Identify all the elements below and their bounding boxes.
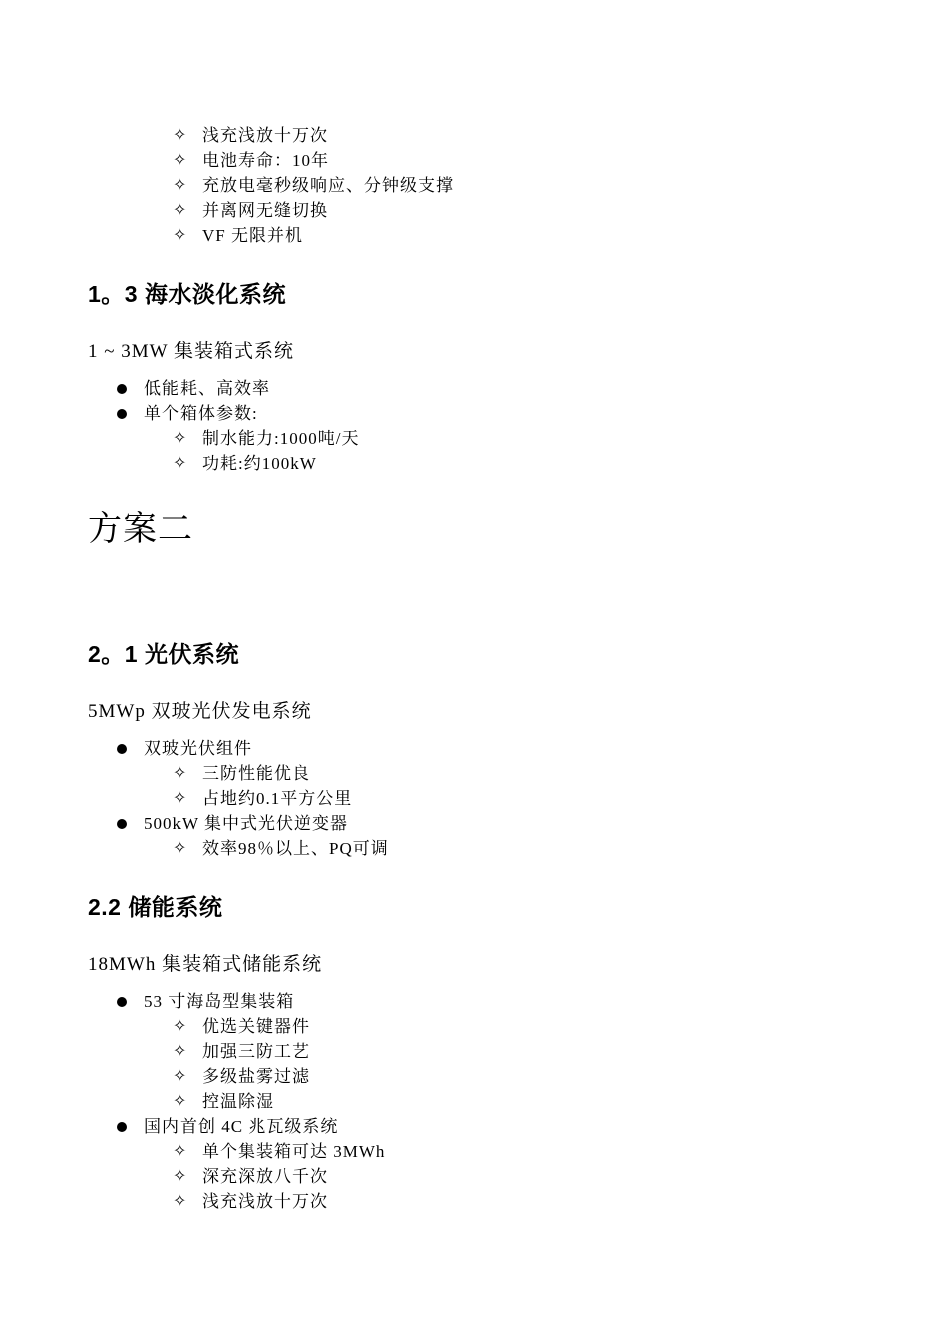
diamond-bullet-icon: ✧ bbox=[173, 838, 187, 857]
diamond-bullet-icon: ✧ bbox=[173, 428, 187, 447]
section-heading: 2.2 储能系统 bbox=[88, 894, 223, 920]
section-heading: 2。1 光伏系统 bbox=[88, 641, 239, 667]
diamond-bullet-icon: ✧ bbox=[173, 1016, 187, 1035]
bullet-item: 双玻光伏组件 bbox=[144, 739, 252, 758]
sub-item: 并离网无缝切换 bbox=[202, 201, 328, 220]
sub-item: 深充深放八千次 bbox=[202, 1167, 328, 1186]
diamond-bullet-icon: ✧ bbox=[173, 175, 187, 194]
diamond-bullet-icon: ✧ bbox=[173, 1191, 187, 1210]
sub-item: 制水能力:1000吨/天 bbox=[202, 429, 360, 448]
bullet-dot-icon bbox=[117, 744, 127, 754]
diamond-bullet-icon: ✧ bbox=[173, 1166, 187, 1185]
sub-item: 三防性能优良 bbox=[202, 764, 310, 783]
sub-item: 充放电毫秒级响应、分钟级支撑 bbox=[202, 176, 454, 195]
sub-item: 浅充浅放十万次 bbox=[202, 126, 328, 145]
bullet-dot-icon bbox=[117, 384, 127, 394]
sub-item: VF 无限并机 bbox=[202, 226, 303, 245]
sub-item: 浅充浅放十万次 bbox=[202, 1192, 328, 1211]
section-intro: 18MWh 集装箱式储能系统 bbox=[88, 954, 323, 975]
diamond-bullet-icon: ✧ bbox=[173, 125, 187, 144]
diamond-bullet-icon: ✧ bbox=[173, 788, 187, 807]
diamond-bullet-icon: ✧ bbox=[173, 225, 187, 244]
diamond-bullet-icon: ✧ bbox=[173, 763, 187, 782]
diamond-bullet-icon: ✧ bbox=[173, 150, 187, 169]
bullet-item: 500kW 集中式光伏逆变器 bbox=[144, 814, 348, 833]
bullet-item: 低能耗、高效率 bbox=[144, 379, 270, 398]
bullet-dot-icon bbox=[117, 819, 127, 829]
diamond-bullet-icon: ✧ bbox=[173, 1141, 187, 1160]
sub-item: 功耗:约100kW bbox=[202, 454, 317, 473]
scheme-title: 方案二 bbox=[88, 509, 193, 549]
diamond-bullet-icon: ✧ bbox=[173, 1091, 187, 1110]
diamond-bullet-icon: ✧ bbox=[173, 453, 187, 472]
section-intro: 1 ~ 3MW 集装箱式系统 bbox=[88, 341, 295, 362]
diamond-bullet-icon: ✧ bbox=[173, 1041, 187, 1060]
sub-item: 优选关键器件 bbox=[202, 1017, 310, 1036]
sub-item: 多级盐雾过滤 bbox=[202, 1067, 310, 1086]
bullet-dot-icon bbox=[117, 409, 127, 419]
bullet-item: 国内首创 4C 兆瓦级系统 bbox=[144, 1117, 339, 1136]
sub-item: 控温除湿 bbox=[202, 1092, 274, 1111]
section-intro: 5MWp 双玻光伏发电系统 bbox=[88, 701, 312, 722]
sub-item: 占地约0.1平方公里 bbox=[202, 789, 353, 808]
bullet-item: 单个箱体参数: bbox=[144, 404, 258, 423]
sub-item: 加强三防工艺 bbox=[202, 1042, 310, 1061]
bullet-item: 53 寸海岛型集装箱 bbox=[144, 992, 295, 1011]
sub-item: 效率98％以上、PQ可调 bbox=[202, 839, 389, 858]
section-heading: 1。3 海水淡化系统 bbox=[88, 281, 286, 307]
bullet-dot-icon bbox=[117, 1122, 127, 1132]
diamond-bullet-icon: ✧ bbox=[173, 1066, 187, 1085]
sub-item: 电池寿命：10年 bbox=[202, 151, 329, 170]
diamond-bullet-icon: ✧ bbox=[173, 200, 187, 219]
sub-item: 单个集装箱可达 3MWh bbox=[202, 1142, 386, 1161]
bullet-dot-icon bbox=[117, 997, 127, 1007]
